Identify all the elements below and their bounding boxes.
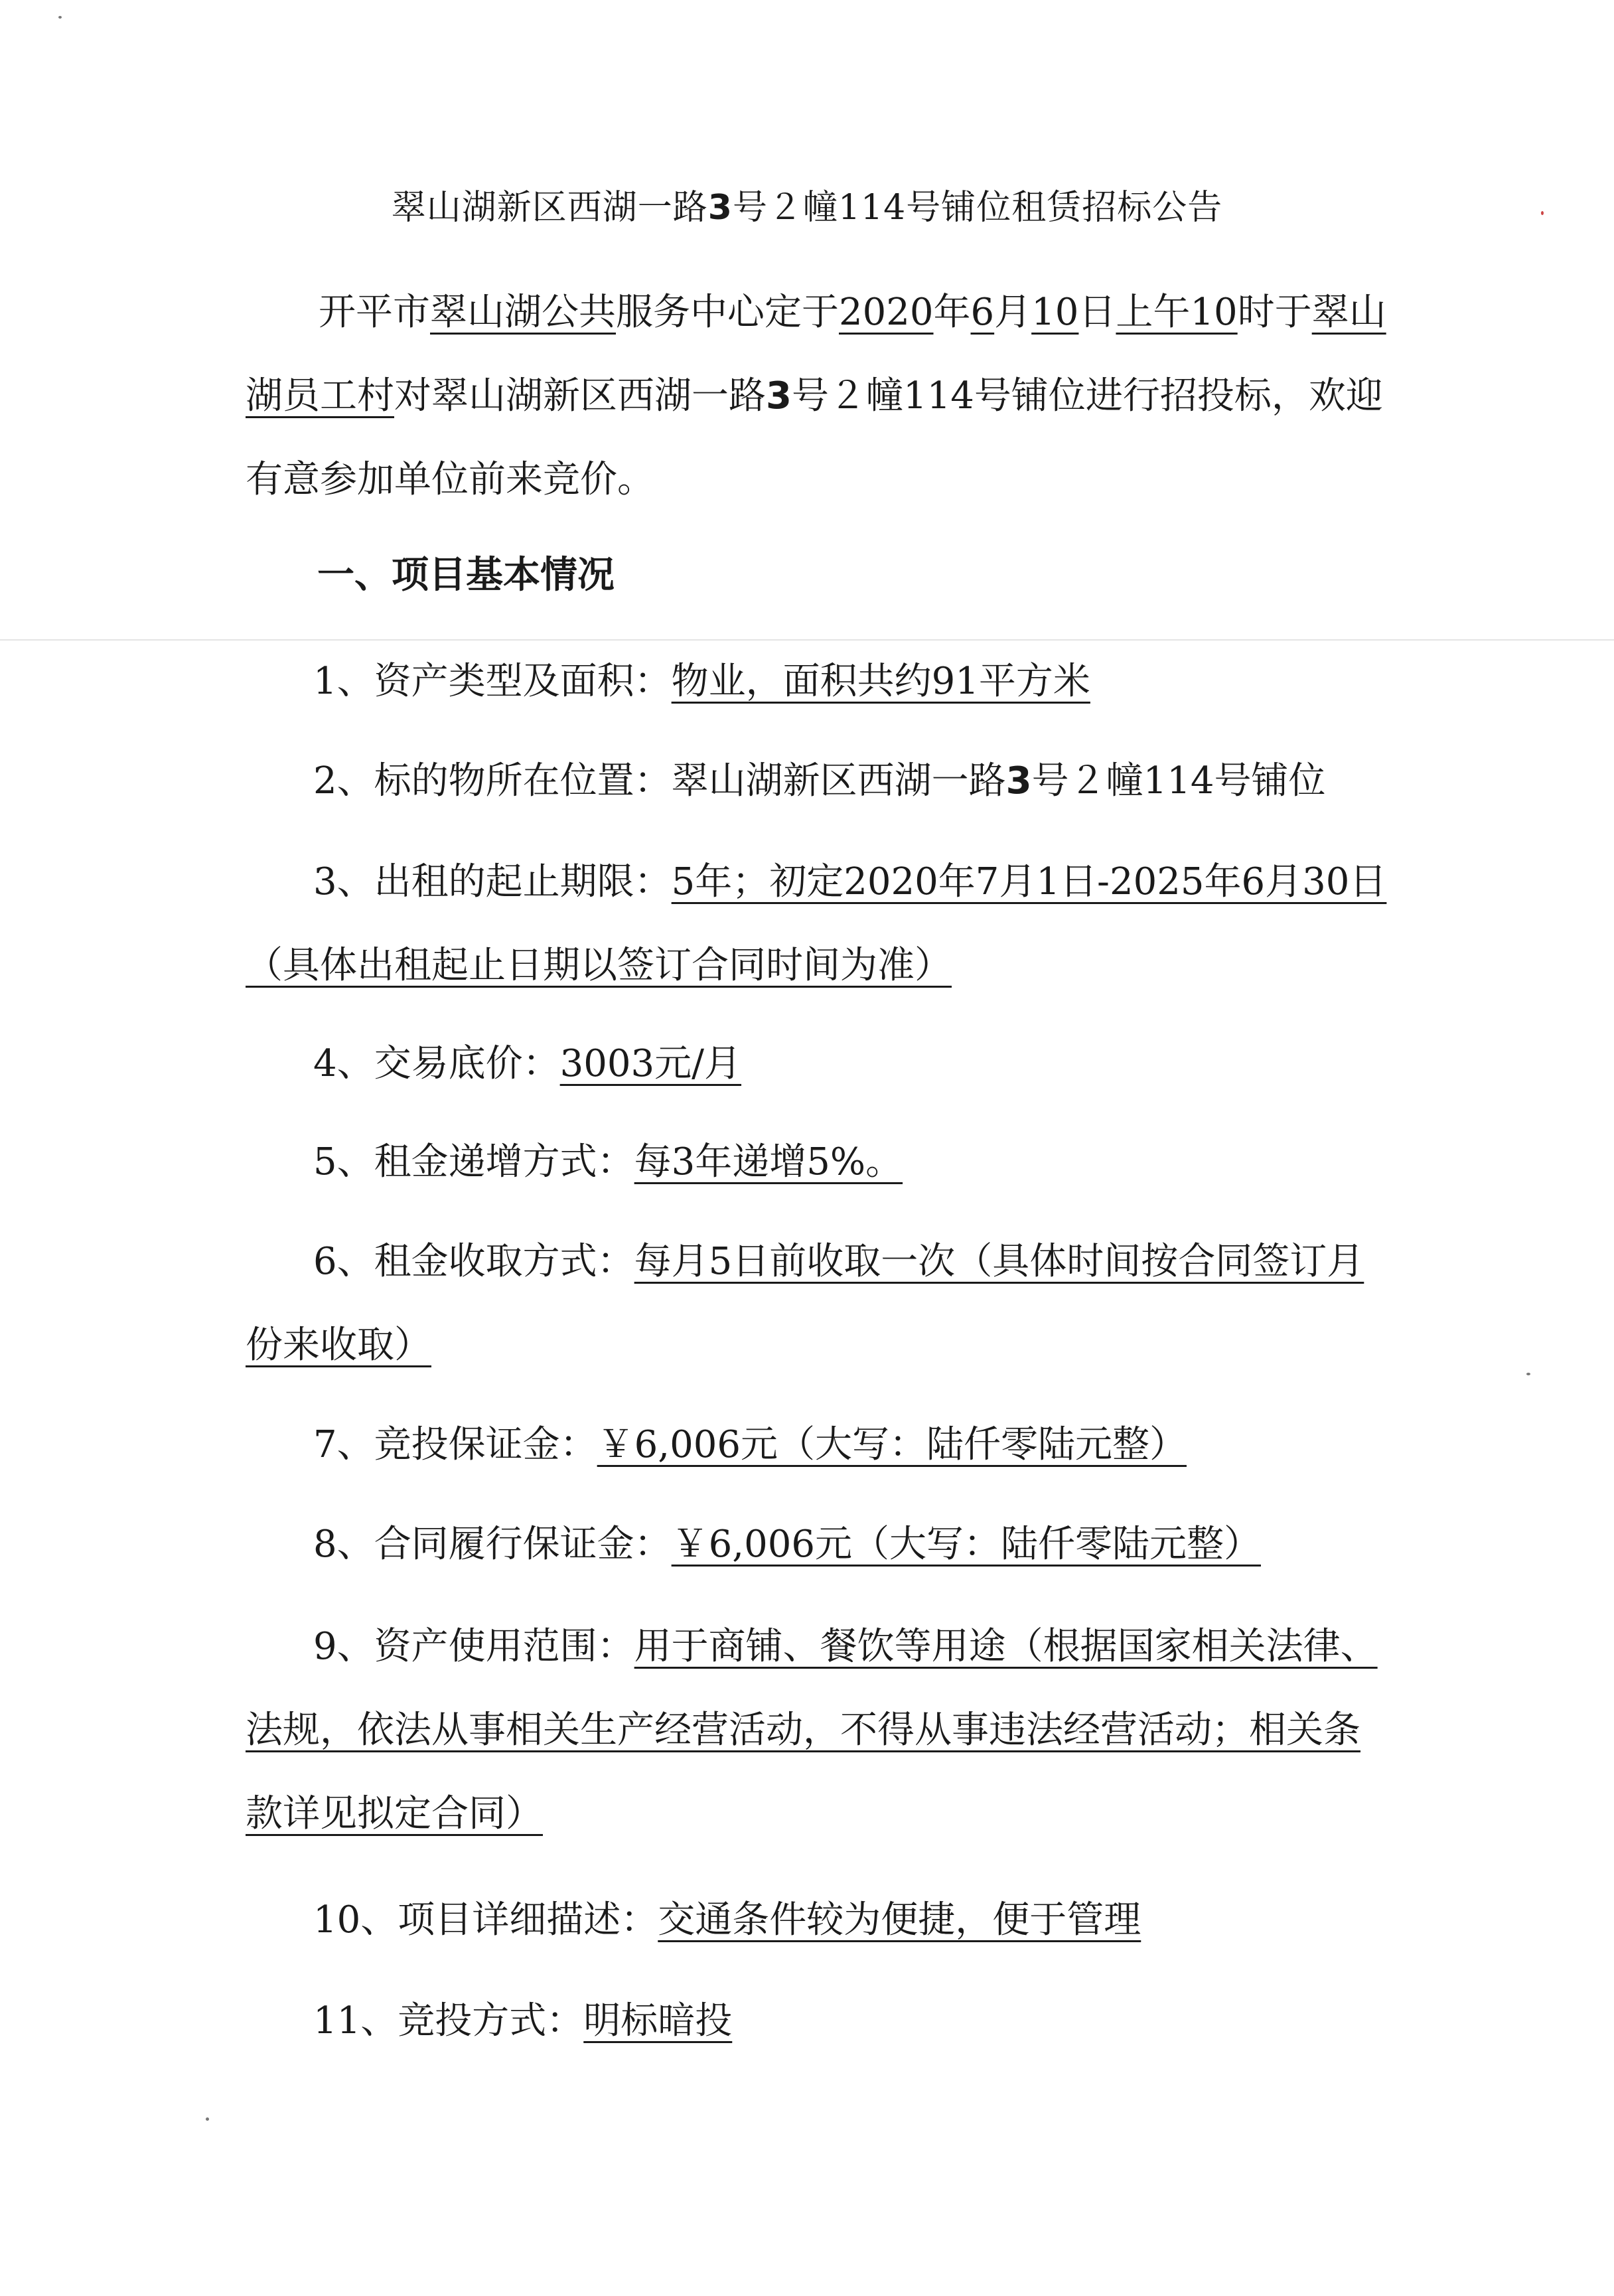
item-bid-method: 11、竞投方式：明标暗投 (313, 1999, 733, 2042)
item-usage-scope: 9、资产使用范围：用于商铺、餐饮等用途（根据国家相关法律、法规，依法从事相关生产经营活动，不得从事违法经营活动；相关条款详见拟定合同） (246, 1625, 1378, 1835)
item-performance-deposit: 8、合同履行保证金：￥6,006元（大写：陆仟零陆元整） (313, 1523, 1261, 1566)
item-base-price: 4、交易底价：3003元/月 (313, 1042, 742, 1085)
section-heading: 一、项目基本情况 (317, 553, 615, 597)
intro-paragraph: 开平市翠山湖公共服务中心定于2020年6月10日上午10时于翠山湖员工村对翠山湖新区西湖一路3号２幢114号铺位进行招投标，欢迎有意参加单位前来竞价。 (246, 291, 1386, 501)
item-lease-term: 3、出租的起止期限：5年；初定2020年7月1日-2025年6月30日（具体出租起止日期以签订合同时间为准） (246, 860, 1387, 987)
item-location: 2、标的物所在位置：翠山湖新区西湖一路3号２幢114号铺位 (313, 759, 1326, 803)
item-asset-type: 1、资产类型及面积：物业，面积共约91平方米 (313, 660, 1090, 703)
item-rent-collection: 6、租金收取方式：每月5日前收取一次（具体时间按合同签订月份来收取） (246, 1240, 1364, 1367)
scan-speck (58, 16, 62, 19)
item-bid-deposit: 7、竞投保证金：￥6,006元（大写：陆仟零陆元整） (313, 1423, 1187, 1466)
item-project-description: 10、项目详细描述：交通条件较为便捷，便于管理 (313, 1898, 1141, 1942)
item-rent-increase: 5、租金递增方式：每3年递增5%。 (313, 1140, 903, 1184)
document-title: 翠山湖新区西湖一路3号２幢114号铺位租赁招标公告 (391, 188, 1223, 228)
scan-speck (206, 2117, 209, 2121)
scan-speck (1526, 1373, 1530, 1375)
